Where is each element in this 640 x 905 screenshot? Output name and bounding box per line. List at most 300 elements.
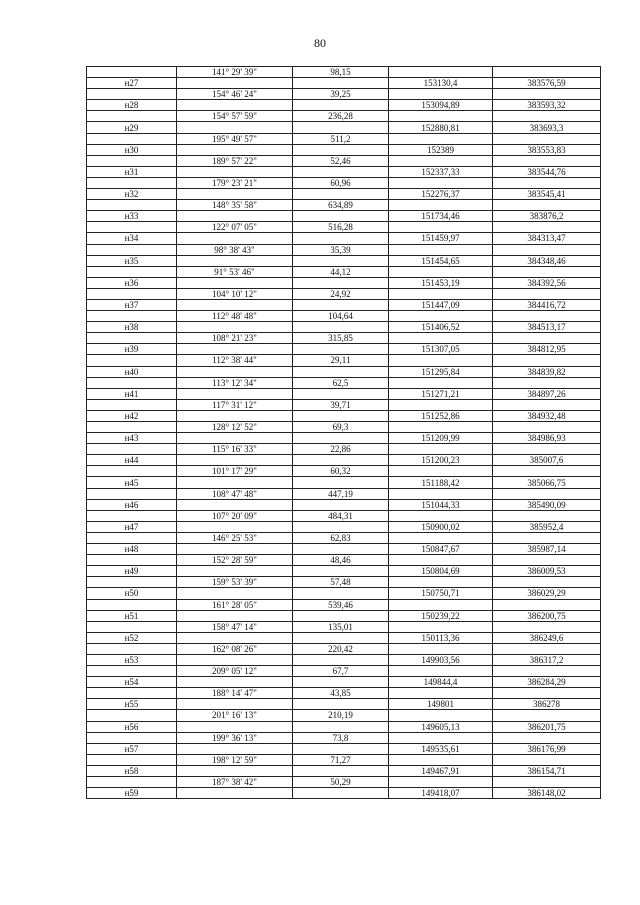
segment-length-cell [293, 277, 389, 288]
direction-angle-cell: 179° 23' 21" [177, 177, 293, 188]
x-coordinate-cell [389, 155, 493, 166]
point-row [87, 765, 601, 776]
direction-angle-cell: 187° 38' 42" [177, 777, 293, 788]
y-coordinate-cell [493, 311, 601, 322]
x-coordinate-cell [389, 643, 493, 654]
segment-row [87, 67, 601, 78]
segment-length-cell [293, 122, 389, 133]
y-coordinate-cell [493, 466, 601, 477]
point-name-cell: н59 [87, 788, 177, 799]
x-coordinate-cell: 152880,81 [389, 122, 493, 133]
segment-length-cell: 67,7 [293, 666, 389, 677]
segment-row [87, 444, 601, 455]
x-coordinate-cell [389, 577, 493, 588]
x-coordinate-cell [389, 532, 493, 543]
x-coordinate-cell: 153094,89 [389, 100, 493, 111]
point-name-cell [87, 577, 177, 588]
x-coordinate-cell [389, 177, 493, 188]
x-coordinate-cell: 149903,56 [389, 654, 493, 665]
segment-length-cell: 57,48 [293, 577, 389, 588]
segment-length-cell: 104,64 [293, 311, 389, 322]
point-row [87, 499, 601, 510]
point-name-cell [87, 222, 177, 233]
segment-length-cell: 24,92 [293, 288, 389, 299]
point-row [87, 588, 601, 599]
point-row [87, 366, 601, 377]
point-row [87, 477, 601, 488]
page-number: 80 [314, 36, 326, 50]
x-coordinate-cell [389, 466, 493, 477]
point-row [87, 299, 601, 310]
segment-length-cell [293, 366, 389, 377]
point-row [87, 255, 601, 266]
segment-row [87, 111, 601, 122]
segment-row [87, 133, 601, 144]
x-coordinate-cell: 151252,86 [389, 410, 493, 421]
point-name-cell: н33 [87, 211, 177, 222]
point-name-cell: н54 [87, 677, 177, 688]
point-name-cell: н41 [87, 388, 177, 399]
direction-angle-cell: 107° 20' 09" [177, 510, 293, 521]
y-coordinate-cell [493, 688, 601, 699]
point-row [87, 699, 601, 710]
direction-angle-cell [177, 499, 293, 510]
y-coordinate-cell [493, 288, 601, 299]
direction-angle-cell [177, 277, 293, 288]
x-coordinate-cell: 151200,23 [389, 455, 493, 466]
direction-angle-cell: 154° 46' 24" [177, 89, 293, 100]
segment-row [87, 754, 601, 765]
segment-row [87, 333, 601, 344]
x-coordinate-cell: 149535,61 [389, 743, 493, 754]
point-name-cell [87, 444, 177, 455]
point-name-cell [87, 422, 177, 433]
x-coordinate-cell [389, 200, 493, 211]
point-row [87, 144, 601, 155]
y-coordinate-cell [493, 200, 601, 211]
segment-row [87, 89, 601, 100]
y-coordinate-cell: 384812,95 [493, 344, 601, 355]
segment-length-cell [293, 100, 389, 111]
direction-angle-cell: 162° 08' 26" [177, 643, 293, 654]
x-coordinate-cell: 153130,4 [389, 78, 493, 89]
point-row [87, 78, 601, 89]
segment-length-cell [293, 189, 389, 200]
direction-angle-cell [177, 410, 293, 421]
segment-length-cell [293, 433, 389, 444]
y-coordinate-cell [493, 377, 601, 388]
point-name-cell: н51 [87, 610, 177, 621]
y-coordinate-cell [493, 133, 601, 144]
segment-length-cell: 39,25 [293, 89, 389, 100]
segment-length-cell: 44,12 [293, 266, 389, 277]
x-coordinate-cell: 152389 [389, 144, 493, 155]
x-coordinate-cell: 150900,02 [389, 521, 493, 532]
point-row [87, 433, 601, 444]
x-coordinate-cell: 151209,99 [389, 433, 493, 444]
x-coordinate-cell [389, 710, 493, 721]
direction-angle-cell [177, 233, 293, 244]
direction-angle-cell [177, 299, 293, 310]
segment-length-cell [293, 677, 389, 688]
segment-length-cell: 210,19 [293, 710, 389, 721]
segment-length-cell [293, 166, 389, 177]
segment-length-cell: 315,85 [293, 333, 389, 344]
point-name-cell [87, 532, 177, 543]
y-coordinate-cell: 384348,46 [493, 255, 601, 266]
direction-angle-cell [177, 455, 293, 466]
segment-length-cell: 62,83 [293, 532, 389, 543]
segment-row [87, 222, 601, 233]
point-name-cell [87, 643, 177, 654]
segment-length-cell [293, 721, 389, 732]
x-coordinate-cell [389, 222, 493, 233]
x-coordinate-cell: 150847,67 [389, 544, 493, 555]
direction-angle-cell: 209° 05' 12" [177, 666, 293, 677]
y-coordinate-cell [493, 244, 601, 255]
segment-length-cell: 35,39 [293, 244, 389, 255]
y-coordinate-cell: 384897,26 [493, 388, 601, 399]
segment-length-cell [293, 566, 389, 577]
y-coordinate-cell [493, 555, 601, 566]
segment-length-cell [293, 743, 389, 754]
point-name-cell: н39 [87, 344, 177, 355]
y-coordinate-cell: 384932,48 [493, 410, 601, 421]
x-coordinate-cell: 151295,84 [389, 366, 493, 377]
direction-angle-cell: 104° 10' 12" [177, 288, 293, 299]
point-name-cell: н46 [87, 499, 177, 510]
y-coordinate-cell: 383544,76 [493, 166, 601, 177]
x-coordinate-cell [389, 355, 493, 366]
direction-angle-cell: 189° 57' 22" [177, 155, 293, 166]
x-coordinate-cell [389, 67, 493, 78]
segment-row [87, 399, 601, 410]
y-coordinate-cell: 383553,83 [493, 144, 601, 155]
y-coordinate-cell: 383545,41 [493, 189, 601, 200]
point-name-cell: н47 [87, 521, 177, 532]
point-name-cell: н37 [87, 299, 177, 310]
segment-row [87, 621, 601, 632]
direction-angle-cell: 108° 47' 48" [177, 488, 293, 499]
y-coordinate-cell [493, 710, 601, 721]
point-row [87, 277, 601, 288]
point-row [87, 388, 601, 399]
point-name-cell: н48 [87, 544, 177, 555]
x-coordinate-cell: 150750,71 [389, 588, 493, 599]
point-name-cell: н55 [87, 699, 177, 710]
y-coordinate-cell: 383693,3 [493, 122, 601, 133]
direction-angle-cell: 91° 53' 46" [177, 266, 293, 277]
segment-length-cell [293, 632, 389, 643]
y-coordinate-cell: 386009,53 [493, 566, 601, 577]
direction-angle-cell: 161° 28' 05" [177, 599, 293, 610]
segment-row [87, 532, 601, 543]
direction-angle-cell [177, 433, 293, 444]
segment-length-cell: 22,86 [293, 444, 389, 455]
y-coordinate-cell [493, 444, 601, 455]
point-name-cell: н36 [87, 277, 177, 288]
point-name-cell: н44 [87, 455, 177, 466]
y-coordinate-cell: 384986,93 [493, 433, 601, 444]
segment-length-cell: 516,28 [293, 222, 389, 233]
direction-angle-cell [177, 122, 293, 133]
y-coordinate-cell: 386201,75 [493, 721, 601, 732]
direction-angle-cell [177, 566, 293, 577]
direction-angle-cell [177, 588, 293, 599]
point-name-cell [87, 555, 177, 566]
y-coordinate-cell: 383593,32 [493, 100, 601, 111]
point-name-cell [87, 621, 177, 632]
x-coordinate-cell: 151453,19 [389, 277, 493, 288]
point-name-cell [87, 244, 177, 255]
point-name-cell [87, 710, 177, 721]
segment-length-cell [293, 499, 389, 510]
segment-length-cell [293, 765, 389, 776]
segment-row [87, 555, 601, 566]
point-name-cell: н28 [87, 100, 177, 111]
point-name-cell [87, 599, 177, 610]
segment-row [87, 377, 601, 388]
y-coordinate-cell [493, 222, 601, 233]
segment-row [87, 244, 601, 255]
segment-length-cell: 39,71 [293, 399, 389, 410]
segment-length-cell: 50,29 [293, 777, 389, 788]
point-row [87, 521, 601, 532]
direction-angle-cell [177, 78, 293, 89]
point-name-cell: н38 [87, 322, 177, 333]
point-name-cell: н32 [87, 189, 177, 200]
segment-length-cell [293, 699, 389, 710]
segment-row [87, 266, 601, 277]
point-row [87, 322, 601, 333]
y-coordinate-cell [493, 67, 601, 78]
segment-length-cell: 447,19 [293, 488, 389, 499]
point-name-cell [87, 67, 177, 78]
x-coordinate-cell: 150113,36 [389, 632, 493, 643]
point-name-cell: н45 [87, 477, 177, 488]
segment-length-cell: 43,85 [293, 688, 389, 699]
y-coordinate-cell: 383576,59 [493, 78, 601, 89]
y-coordinate-cell [493, 510, 601, 521]
segment-length-cell [293, 654, 389, 665]
direction-angle-cell: 101° 17' 29" [177, 466, 293, 477]
point-name-cell: н35 [87, 255, 177, 266]
x-coordinate-cell: 149418,07 [389, 788, 493, 799]
y-coordinate-cell: 383876,2 [493, 211, 601, 222]
segment-length-cell: 60,96 [293, 177, 389, 188]
direction-angle-cell: 199° 36' 13" [177, 732, 293, 743]
point-name-cell [87, 377, 177, 388]
coordinate-table-body [87, 67, 601, 799]
x-coordinate-cell [389, 444, 493, 455]
coordinate-table [86, 66, 601, 799]
point-name-cell: н27 [87, 78, 177, 89]
y-coordinate-cell [493, 177, 601, 188]
segment-length-cell: 135,01 [293, 621, 389, 632]
direction-angle-cell [177, 610, 293, 621]
x-coordinate-cell [389, 777, 493, 788]
point-name-cell: н49 [87, 566, 177, 577]
segment-length-cell [293, 322, 389, 333]
point-name-cell: н40 [87, 366, 177, 377]
direction-angle-cell [177, 166, 293, 177]
segment-length-cell [293, 455, 389, 466]
direction-angle-cell [177, 699, 293, 710]
segment-length-cell: 634,89 [293, 200, 389, 211]
segment-row [87, 155, 601, 166]
direction-angle-cell [177, 211, 293, 222]
direction-angle-cell [177, 677, 293, 688]
y-coordinate-cell [493, 111, 601, 122]
direction-angle-cell: 108° 21' 23" [177, 333, 293, 344]
y-coordinate-cell: 386148,02 [493, 788, 601, 799]
segment-length-cell: 484,31 [293, 510, 389, 521]
segment-row [87, 666, 601, 677]
segment-length-cell: 52,46 [293, 155, 389, 166]
direction-angle-cell [177, 632, 293, 643]
segment-row [87, 288, 601, 299]
point-row [87, 677, 601, 688]
segment-length-cell [293, 255, 389, 266]
x-coordinate-cell [389, 621, 493, 632]
segment-length-cell: 236,28 [293, 111, 389, 122]
point-name-cell [87, 155, 177, 166]
point-name-cell: н53 [87, 654, 177, 665]
x-coordinate-cell: 151734,46 [389, 211, 493, 222]
segment-length-cell: 73,8 [293, 732, 389, 743]
x-coordinate-cell [389, 688, 493, 699]
direction-angle-cell [177, 100, 293, 111]
y-coordinate-cell: 386278 [493, 699, 601, 710]
y-coordinate-cell: 386200,75 [493, 610, 601, 621]
x-coordinate-cell: 150804,69 [389, 566, 493, 577]
y-coordinate-cell: 385987,14 [493, 544, 601, 555]
y-coordinate-cell [493, 599, 601, 610]
segment-row [87, 599, 601, 610]
point-row [87, 189, 601, 200]
segment-row [87, 311, 601, 322]
x-coordinate-cell: 151188,42 [389, 477, 493, 488]
segment-row [87, 200, 601, 211]
y-coordinate-cell: 386176,99 [493, 743, 601, 754]
direction-angle-cell: 201° 16' 13" [177, 710, 293, 721]
direction-angle-cell [177, 477, 293, 488]
point-name-cell [87, 732, 177, 743]
direction-angle-cell: 112° 48' 48" [177, 311, 293, 322]
segment-row [87, 422, 601, 433]
segment-row [87, 177, 601, 188]
segment-length-cell [293, 544, 389, 555]
x-coordinate-cell [389, 133, 493, 144]
y-coordinate-cell: 386284,29 [493, 677, 601, 688]
point-name-cell [87, 777, 177, 788]
point-name-cell: н58 [87, 765, 177, 776]
point-name-cell: н42 [87, 410, 177, 421]
y-coordinate-cell [493, 643, 601, 654]
point-name-cell: н31 [87, 166, 177, 177]
y-coordinate-cell [493, 577, 601, 588]
point-row [87, 721, 601, 732]
x-coordinate-cell [389, 311, 493, 322]
point-name-cell: н29 [87, 122, 177, 133]
point-row [87, 410, 601, 421]
direction-angle-cell: 188° 14' 47" [177, 688, 293, 699]
segment-length-cell [293, 410, 389, 421]
x-coordinate-cell: 151447,09 [389, 299, 493, 310]
direction-angle-cell [177, 144, 293, 155]
y-coordinate-cell [493, 155, 601, 166]
direction-angle-cell: 115° 16' 33" [177, 444, 293, 455]
point-name-cell: н34 [87, 233, 177, 244]
y-coordinate-cell: 384416,72 [493, 299, 601, 310]
point-row [87, 100, 601, 111]
point-name-cell [87, 333, 177, 344]
segment-length-cell [293, 521, 389, 532]
y-coordinate-cell [493, 621, 601, 632]
y-coordinate-cell: 386029,29 [493, 588, 601, 599]
segment-length-cell [293, 788, 389, 799]
segment-length-cell [293, 588, 389, 599]
point-name-cell [87, 688, 177, 699]
segment-length-cell [293, 388, 389, 399]
point-name-cell [87, 111, 177, 122]
x-coordinate-cell: 149605,13 [389, 721, 493, 732]
segment-row [87, 777, 601, 788]
y-coordinate-cell [493, 89, 601, 100]
segment-length-cell: 60,32 [293, 466, 389, 477]
point-name-cell [87, 399, 177, 410]
x-coordinate-cell: 152337,33 [389, 166, 493, 177]
direction-angle-cell: 98° 38' 43" [177, 244, 293, 255]
point-row [87, 566, 601, 577]
segment-length-cell [293, 299, 389, 310]
segment-row [87, 688, 601, 699]
y-coordinate-cell [493, 399, 601, 410]
point-name-cell [87, 666, 177, 677]
direction-angle-cell [177, 366, 293, 377]
x-coordinate-cell [389, 288, 493, 299]
point-name-cell [87, 133, 177, 144]
y-coordinate-cell [493, 732, 601, 743]
x-coordinate-cell [389, 244, 493, 255]
x-coordinate-cell [389, 266, 493, 277]
direction-angle-cell: 148° 35' 58" [177, 200, 293, 211]
x-coordinate-cell [389, 555, 493, 566]
direction-angle-cell: 117° 31' 12" [177, 399, 293, 410]
direction-angle-cell [177, 654, 293, 665]
direction-angle-cell [177, 788, 293, 799]
direction-angle-cell: 152° 28' 59" [177, 555, 293, 566]
point-name-cell [87, 510, 177, 521]
y-coordinate-cell [493, 333, 601, 344]
y-coordinate-cell: 384392,56 [493, 277, 601, 288]
direction-angle-cell [177, 388, 293, 399]
direction-angle-cell: 198° 12' 59" [177, 754, 293, 765]
segment-row [87, 732, 601, 743]
point-name-cell [87, 355, 177, 366]
segment-row [87, 466, 601, 477]
direction-angle-cell: 128° 12' 52" [177, 422, 293, 433]
y-coordinate-cell: 385952,4 [493, 521, 601, 532]
x-coordinate-cell [389, 111, 493, 122]
point-name-cell: н57 [87, 743, 177, 754]
point-row [87, 455, 601, 466]
direction-angle-cell: 146° 25' 53" [177, 532, 293, 543]
direction-angle-cell [177, 322, 293, 333]
point-name-cell [87, 288, 177, 299]
x-coordinate-cell: 151459,97 [389, 233, 493, 244]
segment-length-cell [293, 477, 389, 488]
